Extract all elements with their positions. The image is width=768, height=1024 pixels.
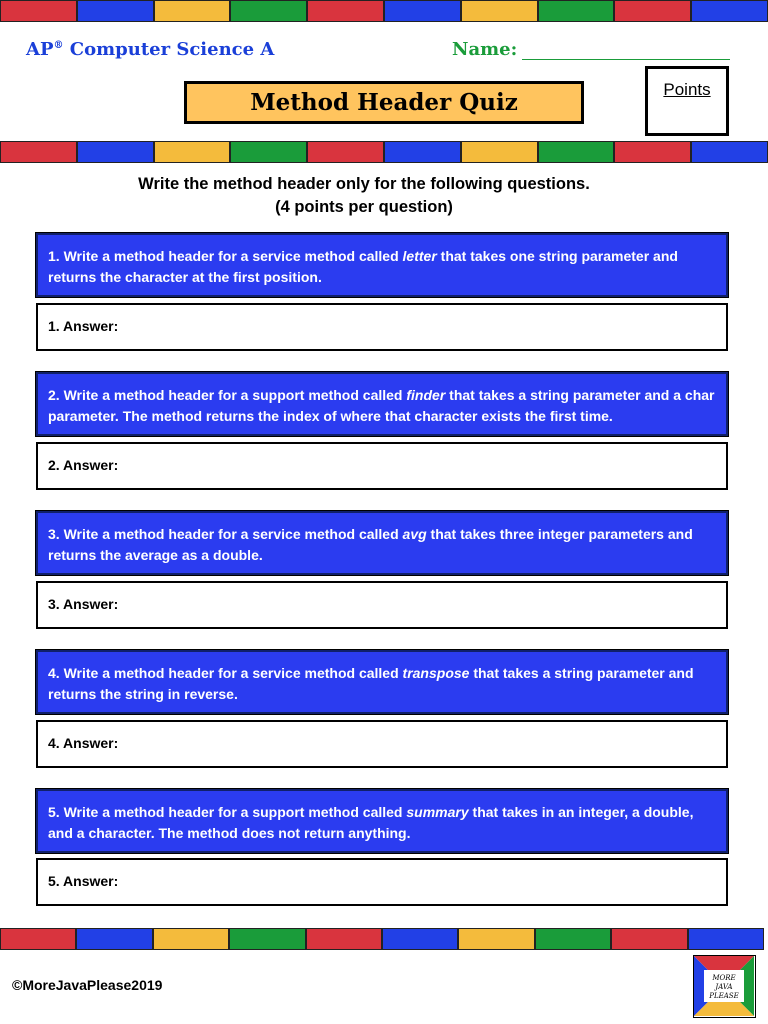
stripe-segment bbox=[77, 141, 154, 163]
logo-text-java: JAVA bbox=[715, 983, 733, 991]
stripe-segment bbox=[691, 141, 768, 163]
course-title: AP® Computer Science A bbox=[26, 39, 275, 60]
stripe-segment bbox=[154, 141, 231, 163]
stripe-segment bbox=[384, 141, 461, 163]
instructions-line-1: Write the method header only for the following questions. bbox=[138, 175, 590, 193]
bottom-color-stripe bbox=[0, 928, 764, 950]
stripe-segment bbox=[614, 0, 691, 22]
stripe-segment bbox=[461, 0, 538, 22]
points-box bbox=[645, 66, 729, 136]
stripe-segment bbox=[307, 0, 384, 22]
more-java-please-logo bbox=[693, 955, 756, 1018]
name-blank-line bbox=[522, 59, 730, 60]
answer-1-box[interactable] bbox=[36, 303, 728, 351]
answer-5-box[interactable] bbox=[36, 858, 728, 906]
question-2: 2. Write a method header for a support method called finder that takes a string parameter and a char parameter. The method returns the index of where that character exists the first time. bbox=[36, 372, 728, 436]
question-4: 4. Write a method header for a service method called transpose that takes a string parameter and returns the string in reverse. bbox=[36, 650, 728, 714]
instructions bbox=[0, 173, 728, 219]
logo-text-more: MORE bbox=[712, 974, 736, 982]
answer-label: 5. Answer: bbox=[48, 873, 119, 889]
stripe-segment bbox=[538, 0, 615, 22]
stripe-segment bbox=[384, 0, 461, 22]
question-3: 3. Write a method header for a service method called avg that takes three integer parameters and returns the average as a double. bbox=[36, 511, 728, 575]
answer-3-box[interactable] bbox=[36, 581, 728, 629]
answer-4-box[interactable] bbox=[36, 720, 728, 768]
stripe-segment bbox=[458, 928, 534, 950]
stripe-segment bbox=[535, 928, 611, 950]
instructions-line-2: (4 points per question) bbox=[275, 198, 453, 216]
stripe-segment bbox=[230, 0, 307, 22]
answer-label: 2. Answer: bbox=[48, 457, 119, 473]
stripe-segment bbox=[691, 0, 768, 22]
quiz-title: Method Header Quiz bbox=[184, 81, 584, 124]
middle-color-stripe bbox=[0, 141, 768, 163]
stripe-segment bbox=[230, 141, 307, 163]
logo-text-please: PLEASE bbox=[709, 992, 739, 1000]
stripe-segment bbox=[0, 0, 77, 22]
stripe-segment bbox=[77, 0, 154, 22]
stripe-segment bbox=[307, 141, 384, 163]
stripe-segment bbox=[461, 141, 538, 163]
logo-graphic bbox=[694, 956, 754, 1016]
stripe-segment bbox=[382, 928, 458, 950]
answer-2-box[interactable] bbox=[36, 442, 728, 490]
stripe-segment bbox=[611, 928, 687, 950]
stripe-segment bbox=[154, 0, 231, 22]
answer-label: 3. Answer: bbox=[48, 596, 119, 612]
question-5: 5. Write a method header for a support method called summary that takes in an integer, a double, and a character. The method does not return anything. bbox=[36, 789, 728, 853]
stripe-segment bbox=[538, 141, 615, 163]
points-label: Points bbox=[663, 80, 711, 99]
stripe-segment bbox=[688, 928, 764, 950]
stripe-segment bbox=[0, 928, 76, 950]
stripe-segment bbox=[0, 141, 77, 163]
copyright: ©MoreJavaPlease2019 bbox=[12, 977, 163, 993]
stripe-segment bbox=[76, 928, 152, 950]
top-color-stripe bbox=[0, 0, 768, 22]
question-1: 1. Write a method header for a service method called letter that takes one string parameter and returns the character at the first position. bbox=[36, 233, 728, 297]
answer-label: 4. Answer: bbox=[48, 735, 119, 751]
stripe-segment bbox=[153, 928, 229, 950]
stripe-segment bbox=[614, 141, 691, 163]
stripe-segment bbox=[306, 928, 382, 950]
name-label: Name: bbox=[452, 39, 518, 60]
answer-label: 1. Answer: bbox=[48, 318, 119, 334]
stripe-segment bbox=[229, 928, 305, 950]
